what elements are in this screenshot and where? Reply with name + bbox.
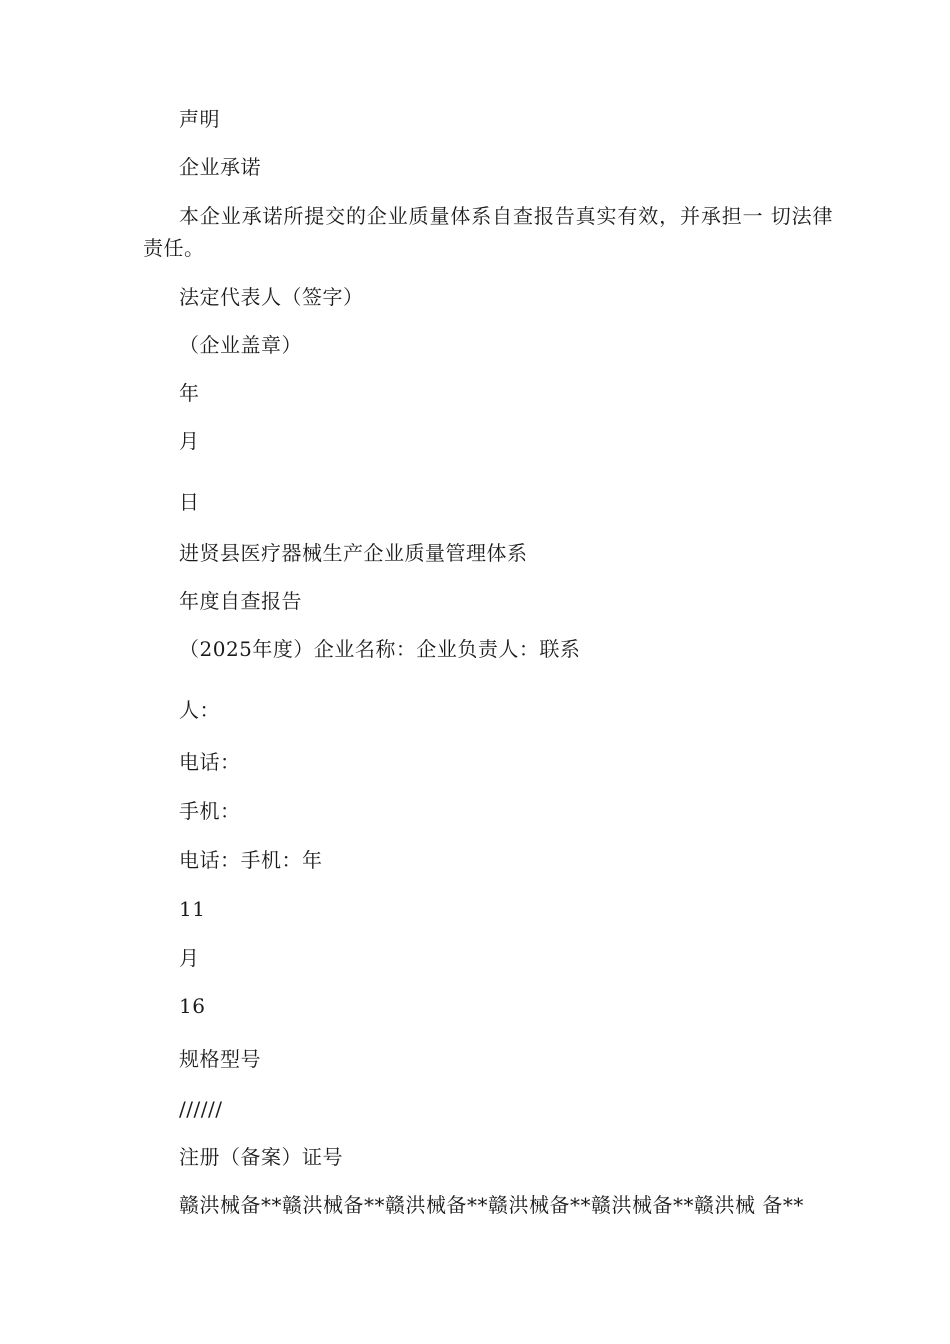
day-label: 日 <box>179 490 200 514</box>
report-title-line-2: 年度自查报告 <box>179 589 302 613</box>
day-number: 16 <box>179 994 206 1018</box>
registration-number-label: 注册（备案）证号 <box>179 1145 343 1169</box>
heading-enterprise-commitment: 企业承诺 <box>179 155 261 179</box>
month-label-2: 月 <box>179 946 200 970</box>
month-number: 11 <box>179 897 206 921</box>
heading-declaration: 声明 <box>179 107 220 131</box>
report-year-and-company-fields: （2025年度）企业名称：企业负责人：联系 <box>179 637 581 661</box>
phone-field: 电话： <box>179 750 241 774</box>
month-label: 月 <box>179 429 200 453</box>
spec-model-value: ////// <box>179 1097 223 1121</box>
phone-mobile-year-fields: 电话：手机：年 <box>179 848 323 872</box>
report-title-line-1: 进贤县医疗器械生产企业质量管理体系 <box>179 541 528 565</box>
legal-representative-signature-label: 法定代表人（签字） <box>179 285 364 309</box>
contact-person-field: 人： <box>179 698 220 722</box>
mobile-field: 手机： <box>179 799 241 823</box>
registration-number-values: 赣洪械备**赣洪械备**赣洪械备**赣洪械备**赣洪械备**赣洪械 备** <box>179 1193 804 1217</box>
spec-model-label: 规格型号 <box>179 1047 261 1071</box>
commitment-paragraph: 本企业承诺所提交的企业质量体系自查报告真实有效，并承担一 切法律责任。 <box>143 204 833 260</box>
year-label: 年 <box>179 381 200 405</box>
enterprise-seal-label: （企业盖章） <box>179 333 302 357</box>
